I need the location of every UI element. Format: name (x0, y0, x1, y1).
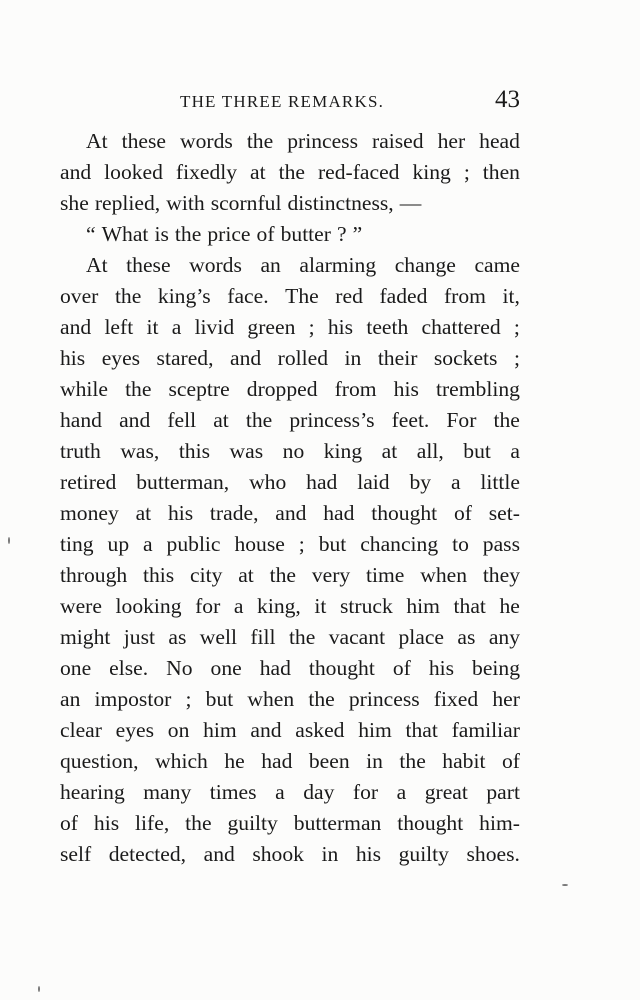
word: these (121, 129, 166, 153)
word: sockets (433, 346, 498, 370)
word: his (355, 842, 382, 866)
word: it (314, 594, 327, 618)
word: teeth (366, 315, 409, 339)
word: him (406, 594, 440, 618)
word: familiar (451, 718, 520, 742)
word: of (501, 749, 520, 773)
word: of (60, 811, 78, 835)
word: change (394, 253, 456, 277)
word: question, (60, 749, 139, 773)
word: rolled (277, 346, 329, 370)
word: a (275, 780, 285, 804)
word: house (234, 532, 285, 556)
word: his (60, 346, 86, 370)
word: but (463, 439, 491, 463)
word: the (246, 129, 274, 153)
word: ; (513, 315, 520, 339)
word: an (60, 687, 81, 711)
word: him (358, 718, 392, 742)
word: guilty (227, 811, 278, 835)
word: vacant (328, 625, 386, 649)
word: butterman (293, 811, 382, 835)
word: pass (482, 532, 520, 556)
word: feet. (391, 408, 430, 432)
word: ; (513, 346, 520, 370)
word: from (443, 284, 486, 308)
word: that (453, 594, 486, 618)
word: ; (298, 532, 305, 556)
page-number: 43 (495, 86, 520, 113)
word: and (250, 718, 282, 742)
word: words (180, 129, 233, 153)
word: in (321, 842, 339, 866)
word: fell (167, 408, 197, 432)
word: truth (60, 439, 101, 463)
word: king, (257, 594, 301, 618)
word: chattered (421, 315, 501, 339)
word: one (210, 656, 242, 680)
text-line (60, 498, 520, 529)
word: ” (352, 222, 363, 246)
word: scornful (210, 191, 282, 215)
word: the (174, 222, 202, 246)
word: the (125, 377, 152, 401)
word: and (203, 842, 235, 866)
word: sceptre (168, 377, 230, 401)
word: red (335, 284, 363, 308)
word: his (428, 656, 455, 680)
word: clear (60, 718, 102, 742)
word: public (166, 532, 221, 556)
word: day (303, 780, 335, 804)
word: the (185, 811, 212, 835)
word: the (269, 563, 297, 587)
word: which (155, 749, 208, 773)
word: many (143, 780, 192, 804)
word: raised (372, 129, 424, 153)
word: this (178, 439, 211, 463)
word: thought (308, 656, 375, 680)
running-title: THE THREE REMARKS. (180, 92, 385, 111)
word: ; (463, 160, 470, 184)
word: words (189, 253, 242, 277)
word: for (352, 780, 379, 804)
word: thought (371, 501, 438, 525)
word: but (205, 687, 234, 711)
word: is (154, 222, 169, 246)
word: alarming (299, 253, 377, 277)
word: the (278, 160, 305, 184)
word: well (199, 625, 237, 649)
text-line (60, 188, 520, 219)
word: times (209, 780, 257, 804)
word: detected, (108, 842, 187, 866)
word: At (86, 129, 108, 153)
word: fill (250, 625, 276, 649)
word: king (323, 439, 363, 463)
word: fixedly (175, 160, 238, 184)
word: hearing (60, 780, 125, 804)
word: it (146, 315, 159, 339)
text-line (60, 405, 520, 436)
word: might (60, 625, 111, 649)
word: asked (295, 718, 345, 742)
word: set- (488, 501, 520, 525)
word: princess (348, 687, 420, 711)
word: he (499, 594, 520, 618)
word: princess’s (289, 408, 375, 432)
word: that (405, 718, 438, 742)
word: the (493, 408, 520, 432)
word: their (377, 346, 418, 370)
word: came (474, 253, 520, 277)
word: livid (194, 315, 235, 339)
word: dropped (246, 377, 318, 401)
word: ; (308, 315, 315, 339)
text-line (60, 436, 520, 467)
text-line (60, 560, 520, 591)
word: At (86, 253, 108, 277)
word: of (453, 501, 472, 525)
word: The (285, 284, 319, 308)
word: his (167, 501, 194, 525)
word: left (104, 315, 134, 339)
word: ? (337, 222, 347, 246)
word: at (213, 408, 229, 432)
word: chancing (360, 532, 439, 556)
word: and (230, 346, 262, 370)
word: price (207, 222, 251, 246)
word: city (190, 563, 223, 587)
word: shook (252, 842, 304, 866)
word: the (245, 408, 273, 432)
word: habit (442, 749, 486, 773)
word: — (399, 191, 422, 215)
word: any (488, 625, 520, 649)
word: trade, (209, 501, 259, 525)
word: him- (479, 811, 520, 835)
word: the (288, 625, 316, 649)
word: on (167, 718, 190, 742)
word: had (259, 656, 291, 680)
word: green (247, 315, 296, 339)
word: and (60, 160, 92, 184)
word: and (119, 408, 151, 432)
word: for (195, 594, 221, 618)
word: butterman, (136, 470, 230, 494)
margin-speck (38, 986, 40, 992)
word: faded (379, 284, 428, 308)
word: was (229, 439, 264, 463)
word: retired (60, 470, 117, 494)
word: a (510, 439, 520, 463)
text-line (60, 777, 520, 808)
word: her (437, 129, 466, 153)
running-head (60, 86, 520, 116)
word: a (143, 532, 153, 556)
word: For (446, 408, 477, 432)
word: as (457, 625, 476, 649)
word: had (261, 749, 293, 773)
word: thought (397, 811, 464, 835)
word: these (126, 253, 171, 277)
word: the (308, 687, 335, 711)
word: guilty (398, 842, 449, 866)
word: she (60, 191, 89, 215)
word: and (275, 501, 307, 525)
word: his (393, 377, 419, 401)
word: were (60, 594, 102, 618)
word: but (318, 532, 347, 556)
word: shoes. (466, 842, 520, 866)
word: impostor (94, 687, 172, 711)
word: one (60, 656, 92, 680)
text-line (60, 250, 520, 281)
word: his (93, 811, 120, 835)
word: at (381, 439, 398, 463)
word: at (135, 501, 152, 525)
word: else. (109, 656, 149, 680)
word: her (492, 687, 520, 711)
word: was, (120, 439, 160, 463)
word: of (256, 222, 275, 246)
word: distinctness, (287, 191, 394, 215)
word: hand (60, 408, 102, 432)
word: No (166, 656, 193, 680)
word: a (450, 470, 461, 494)
word: great (424, 780, 468, 804)
word: the (114, 284, 142, 308)
body-text (60, 126, 520, 870)
word: a (233, 594, 244, 618)
word: What (101, 222, 149, 246)
word: of (392, 656, 411, 680)
word: and (60, 315, 92, 339)
text-line (60, 591, 520, 622)
text-line (60, 839, 520, 870)
word: as (168, 625, 187, 649)
word: while (60, 377, 108, 401)
word: at (250, 160, 266, 184)
word: head (479, 129, 520, 153)
word: all, (416, 439, 444, 463)
word: through (60, 563, 128, 587)
word: had (306, 470, 338, 494)
word: he (224, 749, 245, 773)
word: his (327, 315, 354, 339)
text-line (60, 126, 520, 157)
word: very (311, 563, 351, 587)
word: money (60, 501, 119, 525)
text-line (60, 219, 520, 250)
text-line (60, 622, 520, 653)
word: ting (60, 532, 94, 556)
word: time (366, 563, 405, 587)
word: in (344, 346, 362, 370)
text-line (60, 684, 520, 715)
word: the (399, 749, 426, 773)
text-line (60, 529, 520, 560)
word: little (480, 470, 520, 494)
word: looked (104, 160, 163, 184)
word: princess (287, 129, 358, 153)
text-line (60, 157, 520, 188)
word: up (107, 532, 130, 556)
word: by (409, 470, 432, 494)
word: eyes (115, 718, 155, 742)
word: over (60, 284, 99, 308)
word: to (452, 532, 469, 556)
word: no (282, 439, 305, 463)
word: this (143, 563, 175, 587)
word: replied, (94, 191, 161, 215)
word: a (396, 780, 407, 804)
word: who (249, 470, 287, 494)
word: in (366, 749, 383, 773)
text-line (60, 808, 520, 839)
word: king (412, 160, 451, 184)
margin-speck (8, 537, 10, 544)
word: face. (227, 284, 269, 308)
text-line (60, 343, 520, 374)
text-line (60, 653, 520, 684)
word: an (260, 253, 281, 277)
word: place (398, 625, 445, 649)
margin-speck (562, 884, 568, 886)
word: then (482, 160, 520, 184)
word: red-faced (317, 160, 400, 184)
word: part (486, 780, 520, 804)
text-line (60, 715, 520, 746)
text-line (60, 374, 520, 405)
word: with (166, 191, 205, 215)
word: when (420, 563, 467, 587)
word: fixed (433, 687, 479, 711)
word: it, (502, 284, 520, 308)
word: king’s (157, 284, 211, 308)
word: butter (280, 222, 331, 246)
text-line (60, 746, 520, 777)
word: ; (185, 687, 192, 711)
word: eyes (101, 346, 141, 370)
word: stared, (156, 346, 214, 370)
word: being (472, 656, 520, 680)
text-line (60, 281, 520, 312)
word: from (334, 377, 377, 401)
word: laid (357, 470, 390, 494)
text-line (60, 312, 520, 343)
word: struck (340, 594, 393, 618)
word: life, (135, 811, 170, 835)
word: looking (115, 594, 182, 618)
word: when (247, 687, 295, 711)
text-line (60, 467, 520, 498)
word: had (323, 501, 355, 525)
word: trembling (435, 377, 520, 401)
word: self (60, 842, 92, 866)
word: “ (86, 222, 96, 246)
word: at (238, 563, 254, 587)
word: been (308, 749, 350, 773)
word: a (171, 315, 182, 339)
word: just (123, 625, 155, 649)
word: him (203, 718, 237, 742)
word: they (482, 563, 520, 587)
